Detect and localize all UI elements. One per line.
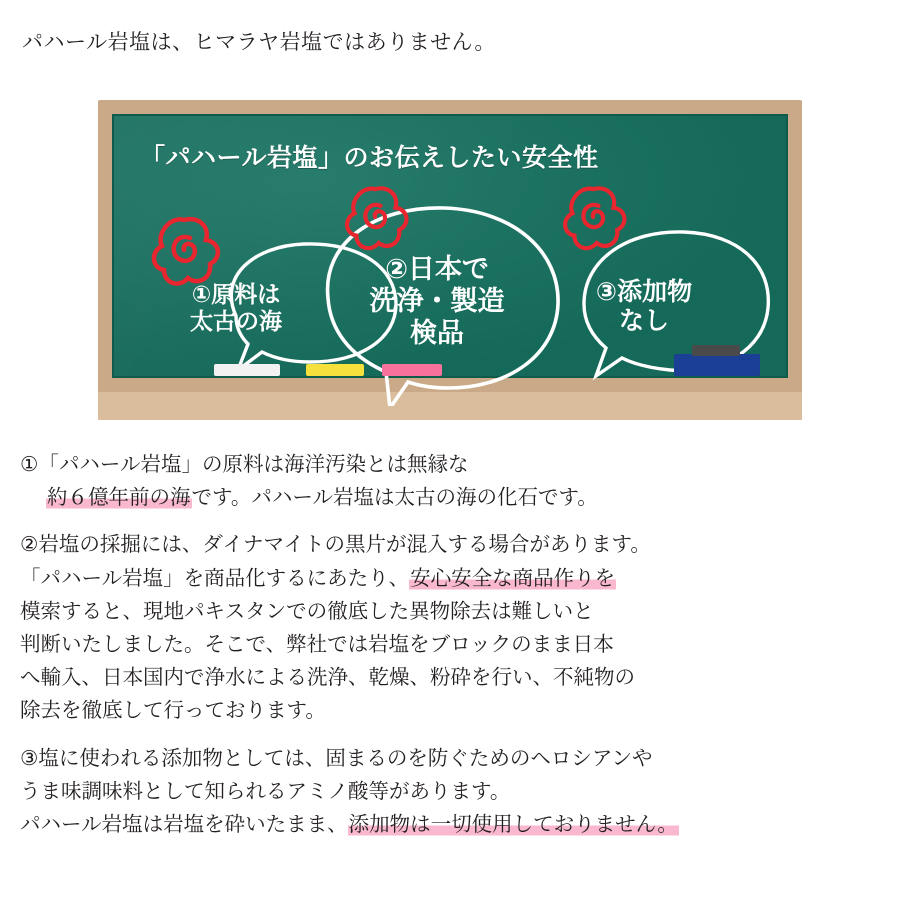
para-3 [20,742,882,842]
bubble-3-line-1: ③添加物 [595,277,693,306]
blackboard-illustration [98,100,802,420]
bubble-1-line-2: 太古の海 [190,308,282,334]
text-line [20,694,882,727]
bubble-2-line-1: ②日本で [385,254,489,285]
bubble-1-line-1: ①原料は [191,280,281,307]
bubble-2-line-3: 検品 [410,317,464,348]
text-line [20,742,882,775]
text-line [20,628,882,661]
text-line [20,528,882,561]
plain-text: へ輸入、日本国内で浄水による洗浄、乾燥、粉砕を行い、不純物の [20,666,635,690]
chalk-pink [382,364,442,376]
para-2 [20,528,882,727]
text-line [20,448,882,481]
plain-text: です。パハール岩塩は太古の海の化石です。 [191,486,598,510]
plain-text: 判断いたしました。そこで、弊社では岩塩をブロックのまま日本 [20,633,614,657]
text-line [20,562,882,595]
highlighted-text: 安心安全な商品作りを [410,566,616,590]
bubble-text-1 [142,244,330,372]
blackboard-eraser [674,354,760,376]
plain-text: 「パハール岩塩」を商品化するにあたり、 [20,566,410,590]
plain-text: ③塩に使われる添加物としては、固まるのを防ぐためのヘロシアンや [20,746,653,770]
plain-text: 模索すると、現地パキスタンでの徹底した異物除去は難しいと [20,599,594,623]
plain-text: 除去を徹底して行っております。 [20,699,326,723]
para-1 [20,448,882,514]
chalk-white [214,364,280,376]
plain-text: うま味調味料として知られるアミノ酸等があります。 [20,779,511,803]
body-text [20,448,882,855]
highlighted-text: 添加物は一切使用しておりません。 [348,813,678,837]
text-line [20,661,882,694]
plain-text: パハール岩塩は岩塩を砕いたまま、 [20,813,348,837]
plain-text: ②岩塩の採掘には、ダイナマイトの黒片が混入する場合があります。 [20,533,651,557]
page-headline: パハール岩塩は、ヒマラヤ岩塩ではありません。 [22,31,496,54]
text-line [20,808,882,841]
chalk-yellow [306,364,364,376]
bubble-2-line-2: 洗浄・製造 [369,286,505,317]
blackboard-title: 「パハール岩塩」のお伝えしたい安全性 [140,144,599,172]
plain-text: ①「パハール岩塩」の原料は海洋汚染とは無縁な [20,453,469,476]
highlighted-text: 約６億年前の海 [47,486,191,510]
bubble-3-line-2: なし [618,307,669,335]
text-line [20,595,882,628]
text-line [20,775,882,808]
blackboard-surface [112,114,788,378]
text-line [20,481,882,514]
